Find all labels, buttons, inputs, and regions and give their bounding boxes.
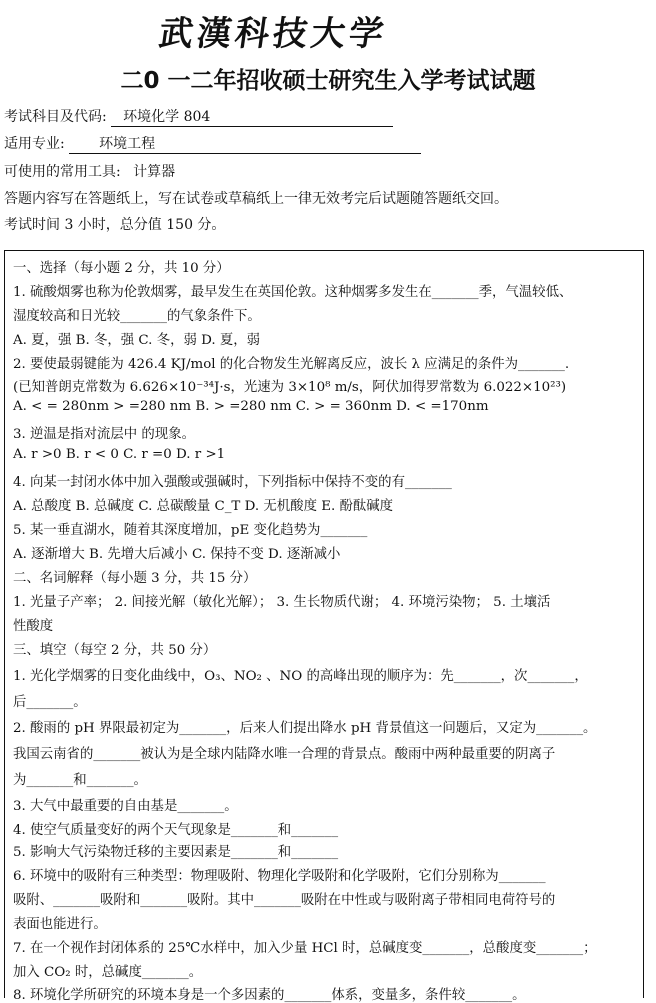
question-line: 5. 影响大气污染物迁移的主要因素是_______和_______ bbox=[13, 845, 339, 860]
subject-label: 考试科目及代码: bbox=[4, 109, 107, 125]
question-line: 性酸度 bbox=[13, 619, 54, 634]
question-line: 湿度较高和日光较_______的气象条件下。 bbox=[13, 309, 261, 324]
question-line: 3. 逆温是指对流层中 的现象。 bbox=[13, 427, 195, 442]
exam-time: 考试时间 3 小时，总分值 150 分。 bbox=[4, 217, 226, 233]
question-line: 4. 向某一封闭水体中加入强酸或强碱时，下列指标中保持不变的有_______ bbox=[13, 475, 452, 490]
question-line: 6. 环境中的吸附有三种类型：物理吸附、物理化学吸附和化学吸附，它们分别称为_______ bbox=[13, 869, 546, 884]
options-line: A. 逐渐增大 B. 先增大后减小 C. 保持不变 D. 逐渐减小 bbox=[13, 547, 341, 562]
section-heading: 三、填空（每空 2 分，共 50 分） bbox=[13, 643, 217, 658]
question-line: 1. 光化学烟雾的日变化曲线中，O₃、NO₂ 、NO 的高峰出现的顺序为：先_______，次_______， bbox=[13, 669, 588, 684]
question-line: 3. 大气中最重要的自由基是_______。 bbox=[13, 799, 238, 814]
subject-value: 环境化学 804 bbox=[111, 106, 393, 127]
question-line: 后_______。 bbox=[13, 695, 87, 710]
question-line: 表面也能进行。 bbox=[13, 917, 107, 932]
question-line: 8. 环境化学所研究的环境本身是一个多因素的_______体系，变量多，条件较_______。 bbox=[13, 988, 526, 1003]
options-line: A. r >0 B. r < 0 C. r =0 D. r >1 bbox=[13, 447, 226, 462]
question-line: 4. 使空气质量变好的两个天气现象是_______和_______ bbox=[13, 823, 339, 838]
question-line: 7. 在一个视作封闭体系的 25℃水样中，加入少量 HCl 时，总碱度变_______，总酸度变_______； bbox=[13, 941, 597, 956]
question-line: (已知普朗克常数为 6.626×10⁻³⁴J·s，光速为 3×10⁸ m/s，阿伏加得罗常数为 6.022×10²³) bbox=[13, 380, 567, 395]
question-line: 1. 硫酸烟雾也称为伦敦烟雾，最早发生在英国伦敦。这种烟雾多发生在_______季，气温较低、 bbox=[13, 285, 573, 300]
question-line: 5. 某一垂直湖水，随着其深度增加，pE 变化趋势为_______ bbox=[13, 523, 368, 538]
question-line: 2. 酸雨的 pH 界限最初定为_______，后来人们提出降水 pH 背景值这一问题后，又定为_______。 bbox=[13, 721, 597, 736]
tools-row bbox=[4, 161, 175, 181]
options-line: A. 夏，强 B. 冬，强 C. 冬，弱 D. 夏，弱 bbox=[13, 333, 261, 348]
tools-value: 计算器 bbox=[133, 164, 176, 180]
tools-label: 可使用的常用工具: bbox=[4, 164, 121, 180]
question-line: 加入 CO₂ 时，总碱度_______。 bbox=[13, 965, 203, 980]
question-line: 为_______和_______。 bbox=[13, 773, 147, 788]
major-row bbox=[4, 133, 421, 154]
major-label: 适用专业: bbox=[4, 136, 65, 152]
subject-row bbox=[4, 106, 393, 127]
section-heading: 一、选择（每小题 2 分，共 10 分） bbox=[13, 261, 230, 276]
question-line: 吸附、_______吸附和_______吸附。其中_______吸附在中性或与吸附离子带相同电荷符号的 bbox=[13, 893, 556, 908]
question-line: 我国云南省的_______被认为是全球内陆降水唯一合理的背景点。酸雨中两种最重要的阴离子 bbox=[13, 747, 556, 762]
question-line: 2. 要使最弱键能为 426.4 KJ/mol 的化合物发生光解离反应，波长 λ 应满足的条件为_______. bbox=[13, 357, 570, 372]
exam-title: 二0 一二年招收硕士研究生入学考试试题 bbox=[120, 68, 536, 94]
question-box bbox=[4, 250, 644, 1003]
options-line: A. < = 280nm > =280 nm B. > =280 nm C. > = 360nm D. < =170nm bbox=[13, 399, 489, 414]
section-heading: 二、名词解释（每小题 3 分，共 15 分） bbox=[13, 571, 257, 586]
university-logo: 武漢科技大学 bbox=[156, 14, 390, 54]
notice-text: 答题内容写在答题纸上，写在试卷或草稿纸上一律无效考完后试题随答题纸交回。 bbox=[4, 191, 508, 207]
question-line: 1. 光量子产率； 2. 间接光解（敏化光解）； 3. 生长物质代谢； 4. 环境污染物； 5. 土壤活 bbox=[13, 595, 551, 610]
options-line: A. 总酸度 B. 总碱度 C. 总碳酸量 C_T D. 无机酸度 E. 酚酞碱度 bbox=[13, 499, 394, 514]
major-value: 环境工程 bbox=[69, 133, 421, 154]
